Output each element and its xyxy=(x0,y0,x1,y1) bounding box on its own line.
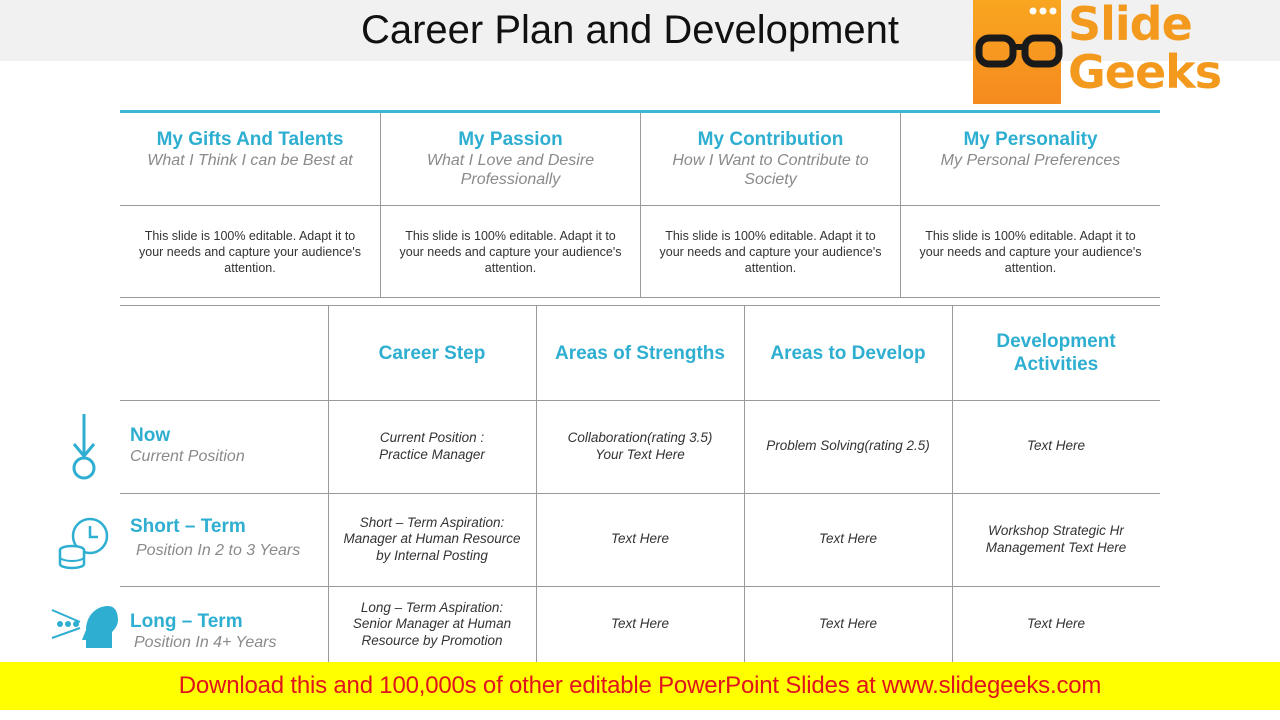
cell-long-term-develop: Text Here xyxy=(818,616,878,632)
cell-long-term-career-step: Long – Term Aspiration: Senior Manager at Human Resource by Promotion xyxy=(352,599,512,648)
slidegeeks-logo xyxy=(970,0,1222,106)
column-header xyxy=(120,113,380,206)
row-subtitle: Position In 2 to 3 Years xyxy=(136,542,301,559)
header-areas-to-develop: Areas to Develop xyxy=(770,342,926,364)
column-header xyxy=(641,113,900,206)
column-body: This slide is 100% editable. Adapt it to your needs and capture your audience's attention. xyxy=(659,229,882,275)
cell-now-career-step: Current Position : Practice Manager xyxy=(379,430,485,462)
download-banner[interactable] xyxy=(0,662,1280,710)
cell-long-term-activities: Text Here xyxy=(1026,616,1086,632)
row-subtitle: Position In 4+ Years xyxy=(134,634,277,651)
cell-short-term-career-step: Short – Term Aspiration: Manager at Human Resource by Internal Posting xyxy=(343,514,521,563)
column-header xyxy=(381,113,640,206)
cell-long-term-strengths: Text Here xyxy=(610,616,670,632)
row-label-short-term xyxy=(130,516,300,561)
cell-short-term-activities: Workshop Strategic Hr Management Text Here xyxy=(985,523,1127,555)
column-subheading: What I Think I can be Best at xyxy=(147,152,353,169)
column-body: This slide is 100% editable. Adapt it to your needs and capture your audience's attention. xyxy=(139,229,361,275)
header-areas-of-strengths: Areas of Strengths xyxy=(555,342,725,364)
row-subtitle: Current Position xyxy=(130,448,245,465)
glasses-icon xyxy=(975,32,1063,72)
row-title: Long – Term xyxy=(130,611,243,632)
header-career-step: Career Step xyxy=(378,342,486,364)
header-development-activities: Development Activities xyxy=(996,331,1116,375)
row-title: Short – Term xyxy=(130,516,246,537)
row-title: Now xyxy=(130,425,171,446)
cell-now-develop: Problem Solving(rating 2.5) xyxy=(766,438,930,454)
column-heading: My Personality xyxy=(963,129,1098,150)
logo-wordmark xyxy=(1068,0,1222,99)
column-body: This slide is 100% editable. Adapt it to your needs and capture your audience's attention. xyxy=(919,229,1142,275)
cell-now-activities: Text Here xyxy=(1026,438,1086,454)
cell-short-term-strengths: Text Here xyxy=(610,531,670,547)
column-gifts xyxy=(120,113,380,298)
column-heading: My Contribution xyxy=(697,129,844,150)
logo-line-1: Slide xyxy=(1068,0,1192,51)
column-heading: My Passion xyxy=(458,129,563,150)
career-plan-table xyxy=(120,305,1160,662)
logo-badge xyxy=(973,0,1061,104)
clock-coins-icon xyxy=(56,516,112,570)
banner-text[interactable]: Download this and 100,000s of other editable PowerPoint Slides at www.slidegeeks.com xyxy=(178,672,1102,699)
column-subheading: My Personal Preferences xyxy=(940,152,1121,169)
column-passion xyxy=(380,113,640,298)
values-table xyxy=(120,110,1160,298)
column-contribution xyxy=(640,113,900,298)
column-heading: My Gifts And Talents xyxy=(156,129,344,150)
column-subheading: What I Love and Desire Professionally xyxy=(426,152,595,188)
row-label-long-term xyxy=(130,611,276,653)
column-header xyxy=(901,113,1160,206)
column-subheading: How I Want to Contribute to Society xyxy=(672,152,869,188)
target-arrow-icon xyxy=(66,412,102,482)
cell-short-term-develop: Text Here xyxy=(818,531,878,547)
column-body: This slide is 100% editable. Adapt it to your needs and capture your audience's attention. xyxy=(399,229,622,275)
head-idea-icon xyxy=(50,604,118,652)
dots-icon xyxy=(1029,6,1059,16)
page-title: Career Plan and Development xyxy=(360,8,900,52)
cell-now-strengths: Collaboration(rating 3.5) Your Text Here xyxy=(567,430,713,462)
row-label-now xyxy=(130,425,245,467)
logo-line-2: Geeks xyxy=(1068,45,1222,99)
column-personality xyxy=(900,113,1160,298)
